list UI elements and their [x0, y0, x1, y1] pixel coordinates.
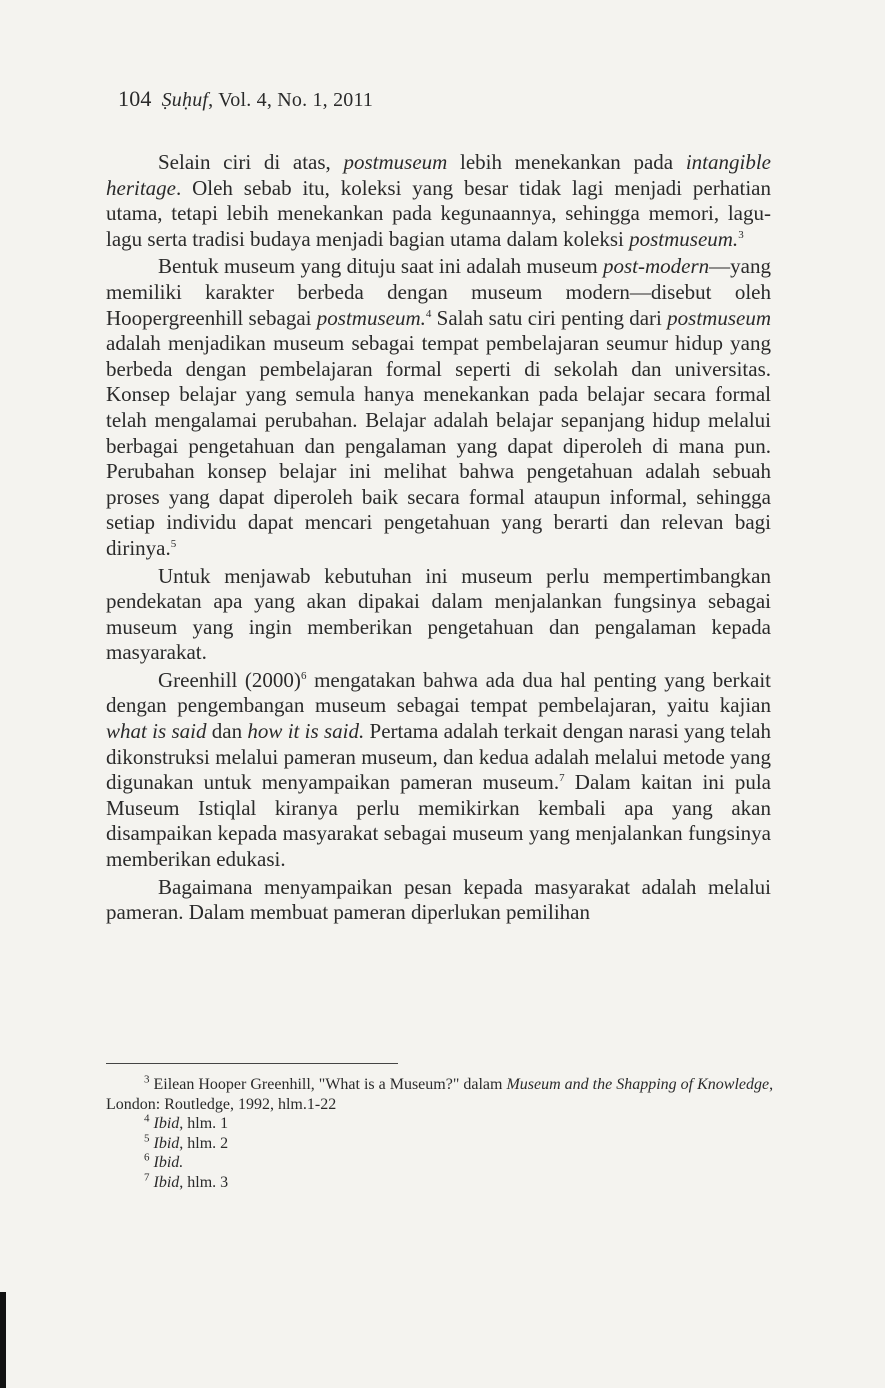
text-run: Eilean Hooper Greenhill, "What is a Museum?" dalam	[149, 1076, 507, 1093]
text-run: , London: Routledge, 1992, hlm.1-22	[106, 1076, 774, 1113]
italic-run: how it is said.	[247, 719, 365, 744]
text-run: Selain ciri di atas,	[158, 150, 344, 174]
italic-run: Ibid	[149, 1115, 180, 1132]
italic-run: Ibid	[149, 1173, 180, 1191]
italic-run: intangible heritage	[106, 150, 771, 200]
footnote-marker: 3	[738, 228, 744, 241]
footnote-marker: 5	[144, 1132, 150, 1145]
text-run: Bentuk museum yang dituju saat ini adalah museum	[158, 254, 603, 279]
text-run: Greenhill (2000)	[158, 667, 301, 692]
paragraph	[106, 564, 771, 666]
italic-run: Ibid.	[149, 1154, 184, 1171]
footnote-marker: 7	[559, 772, 565, 785]
footnote-marker: 7	[144, 1171, 150, 1184]
italic-run: postmuseum	[667, 305, 771, 330]
footnote	[106, 1134, 774, 1154]
footnotes	[106, 1075, 774, 1192]
paragraph	[106, 254, 771, 561]
italic-run: Ibid	[149, 1134, 180, 1152]
footnote	[106, 1173, 774, 1193]
paragraph	[106, 875, 771, 926]
text-run: dan	[206, 719, 248, 744]
journal-title: Ṣuḥuf	[161, 89, 209, 111]
footnote-marker: 4	[425, 307, 432, 320]
text-run: Salah satu ciri penting dari	[431, 305, 668, 330]
text-run: mengatakan bahwa ada dua hal penting yang berkait dengan pengembangan museum sebagai tempat pembelajaran, yaitu kajian	[106, 667, 771, 718]
footnote	[106, 1153, 774, 1173]
footnote-marker: 5	[170, 537, 177, 550]
footnote-marker: 6	[144, 1151, 150, 1164]
body-text	[106, 150, 771, 926]
text-run: adalah menjadikan museum sebagai tempat pembelajaran seumur hidup yang berbeda dengan pembelajaran formal seperti di sekolah dan universitas. Konsep belajar yang semula hanya menekankan pada belajar secara formal telah mengalamai perubahan. Belajar adalah belajar sepanjang hidup melalui berbagai pengetahuan dan pengalaman yang dapat diperoleh di mana pun. Perubahan konsep belajar ini melihat bahwa pengetahuan adalah sebuah proses yang dapat diperoleh baik secara formal ataupun informal, sehingga setiap individu dapat mencari pengetahuan yang berarti dan relevan bagi dirinya.	[106, 331, 771, 560]
page-number: 104	[118, 86, 152, 111]
journal-volume: , Vol. 4, No. 1, 2011	[208, 89, 374, 111]
text-run: , hlm. 2	[179, 1134, 229, 1152]
footnote-marker: 3	[144, 1073, 150, 1086]
footnote	[106, 1114, 774, 1134]
italic-run: what is said	[106, 719, 207, 744]
running-header	[118, 86, 373, 112]
italic-run: Museum and the Shapping of Knowledge	[506, 1076, 770, 1093]
footnote-marker: 6	[300, 669, 307, 682]
text-run: Untuk menjawab kebutuhan ini museum perlu mempertimbangkan pendekatan apa yang akan dipakai dalam menjalankan fungsinya sebagai museum yang ingin memberikan pengetahuan dan pengalaman kepada masyarakat.	[106, 563, 771, 665]
footnote	[106, 1075, 774, 1114]
text-run: —yang memiliki karakter berbeda dengan museum modern—disebut oleh Hoopergreenhill sebagai	[106, 254, 771, 330]
italic-run: postmuseum.	[316, 305, 426, 330]
binding-edge-shadow	[0, 1292, 6, 1388]
text-run: Bagaimana menyampaikan pesan kepada masyarakat adalah melalui pameran. Dalam membuat pameran diperlukan pemilihan	[106, 874, 771, 925]
text-run: , hlm. 1	[179, 1115, 229, 1132]
text-run: Pertama adalah terkait dengan narasi yang telah dikonstruksi melalui pameran museum, dan kedua adalah melalui metode yang digunakan untuk menyampaikan pameran museum.	[106, 719, 771, 795]
paragraph	[106, 150, 771, 252]
italic-run: postmuseum	[343, 150, 448, 174]
footnote-marker: 4	[144, 1112, 150, 1125]
text-run: . Oleh sebab itu, koleksi yang besar tidak lagi menjadi perhatian utama, tetapi lebih menekankan pada kegunaannya, sehingga memori, lagu-lagu serta tradisi budaya menjadi bagian utama dalam koleksi	[106, 175, 771, 251]
paragraph	[106, 668, 771, 873]
footnote-divider	[106, 1063, 398, 1064]
italic-run: postmuseum.	[629, 226, 739, 251]
text-run: Dalam kaitan ini pula Museum Istiqlal kiranya perlu memikirkan kembali apa yang akan disampaikan kepada masyarakat sebagai museum yang menjalankan fungsinya memberikan edukasi.	[106, 770, 771, 872]
text-run: , hlm. 3	[179, 1173, 229, 1191]
text-run: lebih menekankan pada	[447, 150, 686, 174]
italic-run: post-modern	[603, 254, 710, 279]
